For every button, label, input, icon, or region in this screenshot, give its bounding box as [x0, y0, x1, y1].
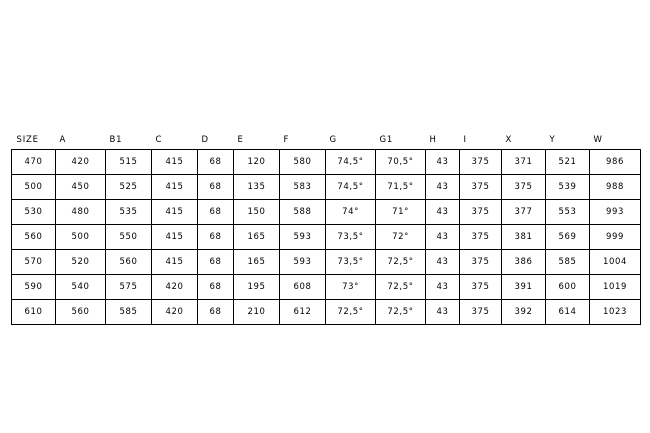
cell-a: 560: [56, 300, 106, 325]
cell-h: 43: [426, 250, 460, 275]
cell-c: 420: [152, 275, 198, 300]
cell-g1: 72,5°: [376, 250, 426, 275]
cell-size: 500: [12, 175, 56, 200]
cell-f: 588: [280, 200, 326, 225]
cell-i: 375: [460, 300, 502, 325]
cell-size: 570: [12, 250, 56, 275]
cell-f: 593: [280, 250, 326, 275]
cell-e: 195: [234, 275, 280, 300]
cell-g1: 71,5°: [376, 175, 426, 200]
cell-x: 375: [502, 175, 546, 200]
cell-b1: 560: [106, 250, 152, 275]
cell-g1: 72°: [376, 225, 426, 250]
cell-y: 521: [546, 150, 590, 175]
cell-g: 74,5°: [326, 150, 376, 175]
column-header-w: W: [590, 130, 641, 150]
cell-g: 73,5°: [326, 250, 376, 275]
cell-c: 415: [152, 175, 198, 200]
cell-i: 375: [460, 275, 502, 300]
cell-x: 386: [502, 250, 546, 275]
cell-y: 539: [546, 175, 590, 200]
cell-i: 375: [460, 200, 502, 225]
cell-g1: 70,5°: [376, 150, 426, 175]
cell-h: 43: [426, 200, 460, 225]
cell-x: 377: [502, 200, 546, 225]
cell-f: 608: [280, 275, 326, 300]
cell-y: 585: [546, 250, 590, 275]
column-header-size: SIZE: [12, 130, 56, 150]
cell-c: 415: [152, 200, 198, 225]
cell-b1: 575: [106, 275, 152, 300]
cell-g1: 71°: [376, 200, 426, 225]
table-row: [12, 300, 641, 325]
cell-h: 43: [426, 175, 460, 200]
table-row: [12, 150, 641, 175]
cell-g: 73,5°: [326, 225, 376, 250]
table-row: [12, 275, 641, 300]
cell-y: 569: [546, 225, 590, 250]
cell-d: 68: [198, 300, 234, 325]
cell-d: 68: [198, 175, 234, 200]
cell-b1: 535: [106, 200, 152, 225]
table-row: [12, 175, 641, 200]
cell-x: 381: [502, 225, 546, 250]
geometry-table: [11, 130, 641, 325]
cell-h: 43: [426, 150, 460, 175]
cell-b1: 515: [106, 150, 152, 175]
cell-x: 371: [502, 150, 546, 175]
column-header-d: D: [198, 130, 234, 150]
cell-a: 450: [56, 175, 106, 200]
cell-e: 165: [234, 250, 280, 275]
cell-size: 610: [12, 300, 56, 325]
cell-h: 43: [426, 275, 460, 300]
cell-y: 600: [546, 275, 590, 300]
column-header-b1: B1: [106, 130, 152, 150]
cell-d: 68: [198, 200, 234, 225]
column-header-h: H: [426, 130, 460, 150]
cell-d: 68: [198, 150, 234, 175]
cell-e: 135: [234, 175, 280, 200]
cell-c: 415: [152, 250, 198, 275]
cell-w: 1019: [590, 275, 641, 300]
cell-g: 72,5°: [326, 300, 376, 325]
cell-c: 415: [152, 150, 198, 175]
cell-i: 375: [460, 150, 502, 175]
table-row: [12, 250, 641, 275]
cell-b1: 550: [106, 225, 152, 250]
cell-w: 1004: [590, 250, 641, 275]
cell-x: 391: [502, 275, 546, 300]
geometry-table-body: [12, 130, 641, 325]
cell-g: 74,5°: [326, 175, 376, 200]
column-header-a: A: [56, 130, 106, 150]
cell-a: 520: [56, 250, 106, 275]
cell-w: 986: [590, 150, 641, 175]
cell-w: 1023: [590, 300, 641, 325]
cell-e: 210: [234, 300, 280, 325]
column-header-i: I: [460, 130, 502, 150]
cell-f: 580: [280, 150, 326, 175]
cell-b1: 525: [106, 175, 152, 200]
cell-d: 68: [198, 225, 234, 250]
cell-h: 43: [426, 300, 460, 325]
cell-h: 43: [426, 225, 460, 250]
cell-c: 415: [152, 225, 198, 250]
column-header-c: C: [152, 130, 198, 150]
cell-i: 375: [460, 225, 502, 250]
table-row: [12, 225, 641, 250]
cell-size: 530: [12, 200, 56, 225]
cell-size: 470: [12, 150, 56, 175]
table-row: [12, 200, 641, 225]
cell-g1: 72,5°: [376, 300, 426, 325]
column-header-e: E: [234, 130, 280, 150]
column-header-g: G: [326, 130, 376, 150]
cell-c: 420: [152, 300, 198, 325]
cell-g1: 72,5°: [376, 275, 426, 300]
cell-f: 583: [280, 175, 326, 200]
cell-e: 165: [234, 225, 280, 250]
cell-e: 120: [234, 150, 280, 175]
column-header-y: Y: [546, 130, 590, 150]
cell-a: 420: [56, 150, 106, 175]
column-header-f: F: [280, 130, 326, 150]
cell-size: 560: [12, 225, 56, 250]
cell-i: 375: [460, 175, 502, 200]
geometry-table-container: [11, 130, 640, 325]
column-header-x: X: [502, 130, 546, 150]
cell-f: 612: [280, 300, 326, 325]
cell-g: 74°: [326, 200, 376, 225]
column-header-g1: G1: [376, 130, 426, 150]
cell-g: 73°: [326, 275, 376, 300]
table-header-row: [12, 130, 641, 150]
cell-x: 392: [502, 300, 546, 325]
cell-d: 68: [198, 275, 234, 300]
cell-a: 480: [56, 200, 106, 225]
cell-f: 593: [280, 225, 326, 250]
cell-a: 540: [56, 275, 106, 300]
cell-e: 150: [234, 200, 280, 225]
cell-a: 500: [56, 225, 106, 250]
cell-i: 375: [460, 250, 502, 275]
cell-w: 999: [590, 225, 641, 250]
cell-w: 993: [590, 200, 641, 225]
cell-y: 614: [546, 300, 590, 325]
cell-w: 988: [590, 175, 641, 200]
cell-b1: 585: [106, 300, 152, 325]
cell-y: 553: [546, 200, 590, 225]
cell-size: 590: [12, 275, 56, 300]
cell-d: 68: [198, 250, 234, 275]
